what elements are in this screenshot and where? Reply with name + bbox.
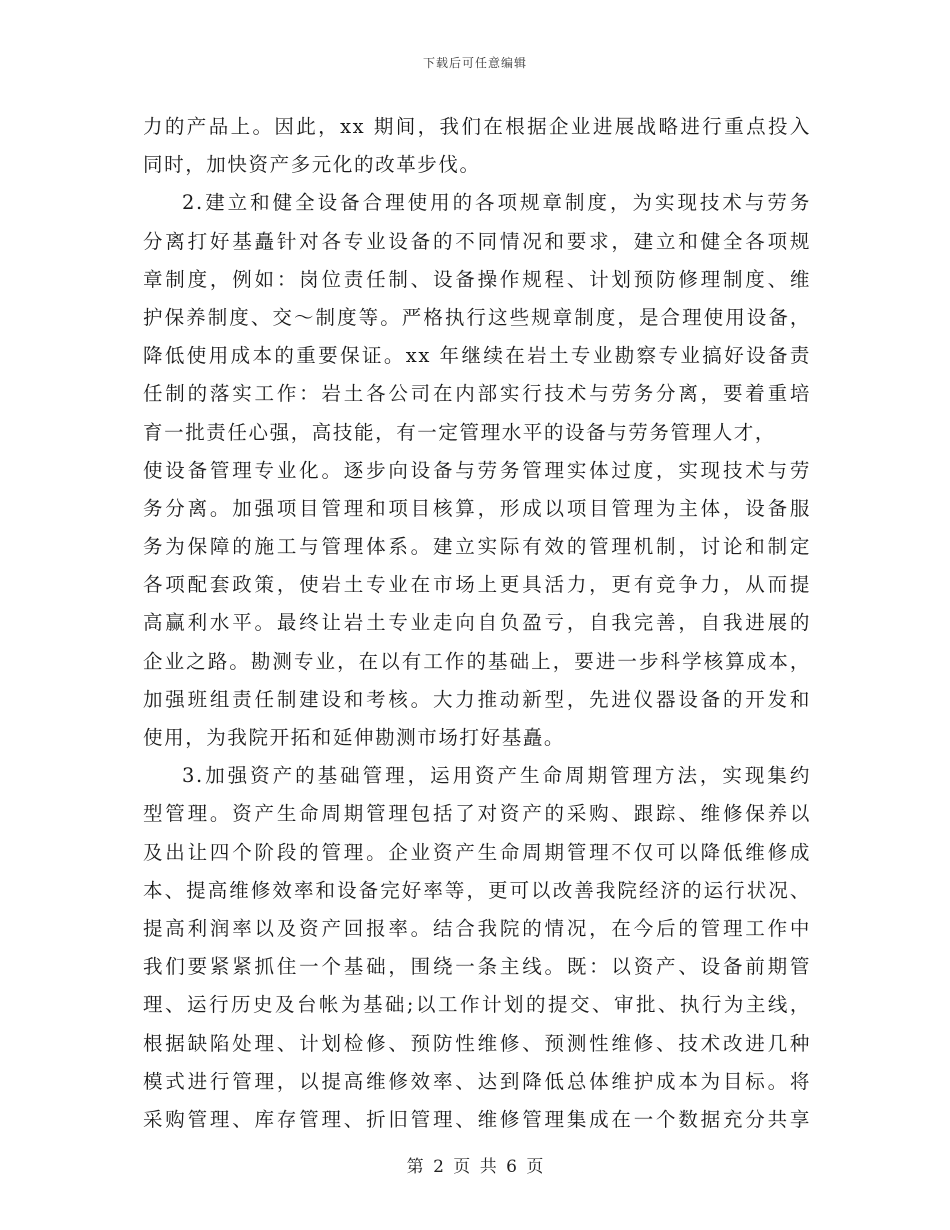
text-line: 护保养制度、交～制度等。严格执行这些规章制度，是合理使用设备，	[143, 305, 811, 329]
text-line: 使用，为我院开拓和延伸勘测市场打好基矗。	[143, 726, 566, 749]
text-line: 2.建立和健全设备合理使用的各项规章制度，为实现技术与劳务	[182, 191, 811, 215]
document-body	[143, 108, 811, 1139]
text-line: 高赢利水平。最终让岩土专业走向自负盈亏，自我完善，自我进展的	[143, 611, 811, 635]
text-line: 各项配套政策，使岩土专业在市场上更具活力，更有竞争力，从而提	[143, 573, 811, 597]
text-line: 根据缺陷处理、计划检修、预防性维修、预测性维修、技术改进几种	[143, 1031, 811, 1055]
text-line: 育一批责任心强，高技能，有一定管理水平的设备与劳务管理人才，	[143, 420, 777, 444]
text-line: 同时，加快资产多元化的改革步伐。	[143, 153, 481, 177]
text-line: 企业之路。勘测专业，在以有工作的基础上，要进一步科学核算成本，	[143, 649, 811, 673]
text-line: 加强班组责任制建设和考核。大力推动新型，先进仪器设备的开发和	[143, 687, 811, 711]
text-line: 模式进行管理，以提高维修效率、达到降低总体维护成本为目标。将	[143, 1069, 811, 1093]
text-line: 任制的落实工作：岩土各公司在内部实行技术与劳务分离，要着重培	[143, 382, 811, 406]
text-line: 务为保障的施工与管理体系。建立实际有效的管理机制，讨论和制定	[143, 535, 811, 559]
text-line: 及出让四个阶段的管理。企业资产生命周期管理不仅可以降低维修成	[143, 840, 811, 864]
text-line: 我们要紧紧抓住一个基础，围绕一条主线。既：以资产、设备前期管	[143, 955, 811, 979]
text-line: 理、运行历史及台帐为基础;以工作计划的提交、审批、执行为主线，	[143, 993, 811, 1017]
text-line: 力的产品上。因此，xx 期间，我们在根据企业进展战略进行重点投入	[143, 115, 811, 138]
page-header: 下载后可任意编辑	[422, 56, 527, 70]
text-line: 分离打好基矗针对各专业设备的不同情况和要求，建立和健全各项规	[143, 229, 811, 253]
text-line: 使设备管理专业化。逐步向设备与劳务管理实体过度，实现技术与劳	[143, 458, 811, 482]
text-line: 型管理。资产生命周期管理包括了对资产的采购、跟踪、维修保养以	[143, 802, 811, 826]
text-line: 务分离。加强项目管理和项目核算，形成以项目管理为主体，设备服	[143, 496, 811, 520]
text-line: 采购管理、库存管理、折旧管理、维修管理集成在一个数据充分共享	[143, 1107, 811, 1131]
text-line: 本、提高维修效率和设备完好率等，更可以改善我院经济的运行状况、	[143, 878, 811, 902]
text-line: 章制度，例如：岗位责任制、设备操作规程、计划预防修理制度、维	[143, 267, 811, 291]
text-line: 提高利润率以及资产回报率。结合我院的情况，在今后的管理工作中	[143, 916, 811, 940]
text-line: 降低使用成本的重要保证。xx 年继续在岩土专业勘察专业搞好设备责	[143, 344, 811, 368]
text-line: 3.加强资产的基础管理，运用资产生命周期管理方法，实现集约	[182, 764, 811, 788]
page-number: 第 2 页 共 6 页	[406, 1157, 544, 1177]
